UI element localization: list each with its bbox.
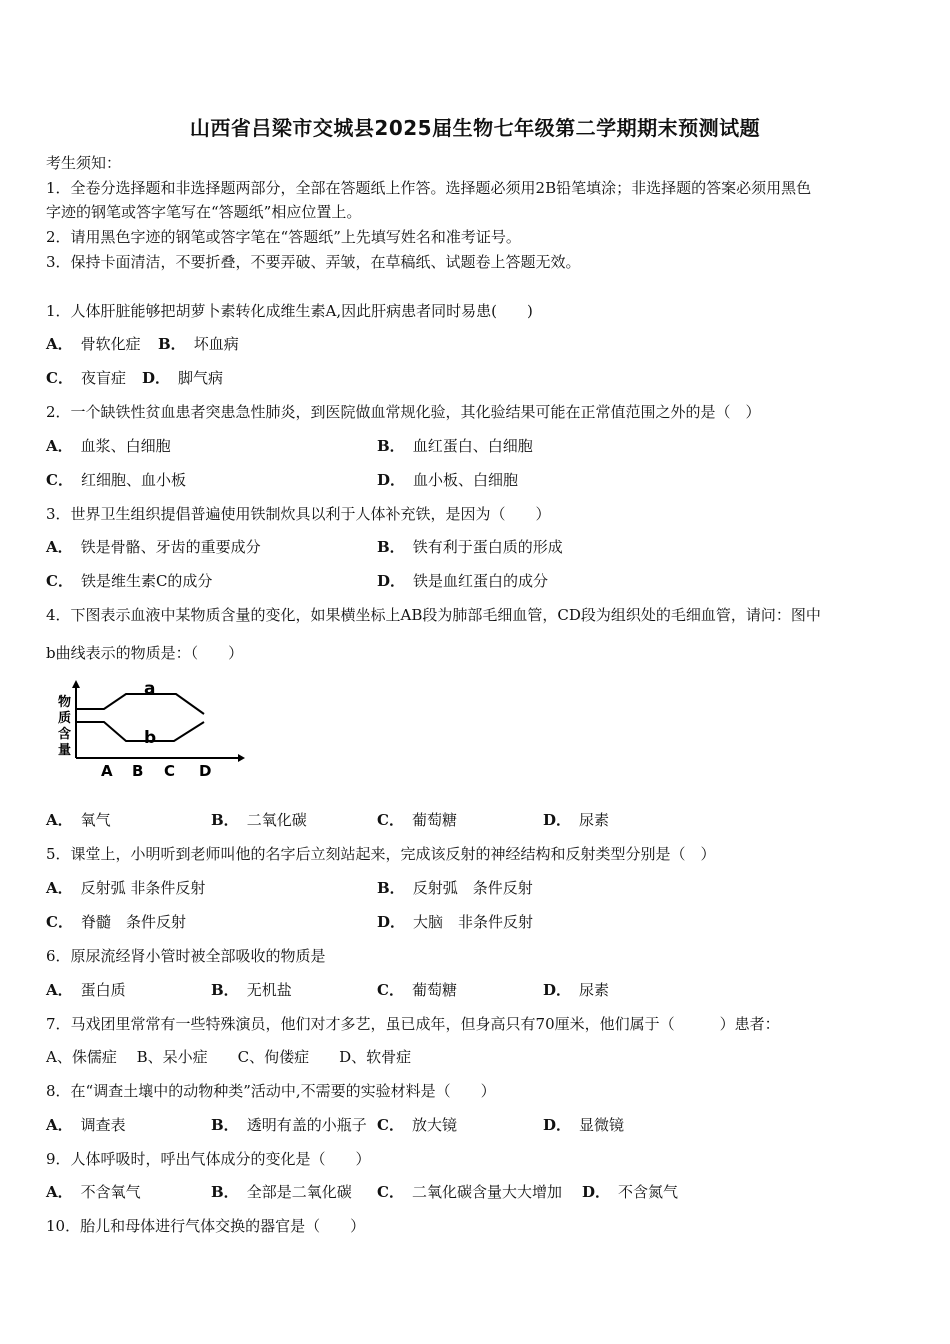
q8-option-b[interactable]: B． 透明有盖的小瓶子 bbox=[211, 1116, 367, 1134]
q4-option-c[interactable]: C． 葡萄糖 bbox=[377, 811, 457, 829]
question-3-stem: 3．世界卫生组织提倡普遍使用铁制炊具以利于人体补充铁，是因为（ ） bbox=[46, 505, 551, 523]
y-label-char: 量 bbox=[58, 743, 72, 758]
q5-option-b[interactable]: B． 反射弧 条件反射 bbox=[377, 879, 533, 897]
q3-option-a[interactable]: A． 铁是骨骼、牙齿的重要成分 bbox=[46, 538, 261, 556]
blood-substance-graph bbox=[46, 676, 246, 786]
question-6-stem: 6．原尿流经肾小管时被全部吸收的物质是 bbox=[46, 947, 326, 965]
q9-option-b[interactable]: B． 全部是二氧化碳 bbox=[211, 1183, 352, 1201]
y-label-char: 含 bbox=[58, 727, 72, 742]
y-label-char: 质 bbox=[58, 711, 72, 726]
q3-option-d[interactable]: D． 铁是血红蛋白的成分 bbox=[377, 572, 549, 590]
question-1-stem: 1．人体肝脏能够把胡萝卜素转化成维生素A,因此肝病患者同时易患( ) bbox=[46, 302, 533, 320]
notice-line-1b: 字迹的钢笔或答字笔写在“答题纸”相应位置上。 bbox=[46, 203, 362, 221]
question-10-stem: 10．胎儿和母体进行气体交换的器官是（ ） bbox=[46, 1217, 366, 1235]
x-tick-label: A bbox=[101, 762, 113, 780]
q1-option-c[interactable]: C． 夜盲症 bbox=[46, 369, 126, 387]
q2-option-a[interactable]: A． 血浆、白细胞 bbox=[46, 437, 171, 455]
q3-option-b[interactable]: B． 铁有利于蛋白质的形成 bbox=[377, 538, 563, 556]
page-title: 山西省吕梁市交城县2025届生物七年级第二学期期末预测试题 bbox=[189, 116, 761, 140]
q6-option-a[interactable]: A． 蛋白质 bbox=[46, 981, 126, 999]
q3-option-c[interactable]: C． 铁是维生素C的成分 bbox=[46, 572, 213, 590]
x-tick-label: C bbox=[164, 762, 176, 780]
notice-line-2: 2．请用黑色字迹的钢笔或答字笔在“答题纸”上先填写姓名和准考证号。 bbox=[46, 228, 521, 246]
q6-option-b[interactable]: B． 无机盐 bbox=[211, 981, 292, 999]
q7-options[interactable]: A、侏儒症 B、呆小症 C、佝偻症 D、软骨症 bbox=[46, 1048, 412, 1066]
q6-option-c[interactable]: C． 葡萄糖 bbox=[377, 981, 457, 999]
q5-option-a[interactable]: A． 反射弧 非条件反射 bbox=[46, 879, 206, 897]
q9-option-a[interactable]: A． 不含氧气 bbox=[46, 1183, 141, 1201]
q2-option-c[interactable]: C． 红细胞、血小板 bbox=[46, 471, 186, 489]
y-axis-arrow bbox=[72, 680, 80, 688]
question-7-stem: 7．马戏团里常常有一些特殊演员，他们对才多艺，虽已成年，但身高只有70厘米，他们属于（ ）患者： bbox=[46, 1015, 780, 1033]
x-tick-label: B bbox=[132, 762, 144, 780]
x-axis-arrow bbox=[238, 754, 245, 762]
q6-option-d[interactable]: D． 尿素 bbox=[543, 981, 610, 999]
notice-heading: 考生须知： bbox=[46, 154, 122, 172]
curve-a-label: a bbox=[144, 679, 156, 699]
q4-option-d[interactable]: D． 尿素 bbox=[543, 811, 610, 829]
q1-option-d[interactable]: D． 脚气病 bbox=[142, 369, 224, 387]
question-9-stem: 9．人体呼吸时，呼出气体成分的变化是（ ） bbox=[46, 1150, 371, 1168]
q2-option-d[interactable]: D． 血小板、白细胞 bbox=[377, 471, 519, 489]
q2-option-b[interactable]: B． 血红蛋白、白细胞 bbox=[377, 437, 533, 455]
question-8-stem: 8．在“调查土壤中的动物种类”活动中,不需要的实验材料是（ ） bbox=[46, 1082, 496, 1100]
q8-option-c[interactable]: C． 放大镜 bbox=[377, 1116, 457, 1134]
q1-option-a[interactable]: A． 骨软化症 bbox=[46, 335, 141, 353]
notice-line-1: 1．全卷分选择题和非选择题两部分，全部在答题纸上作答。选择题必须用2B铅笔填涂；非选择题的答案必须用黑色 bbox=[46, 179, 812, 197]
curve-b-label: b bbox=[144, 728, 157, 748]
q8-option-d[interactable]: D． 显微镜 bbox=[543, 1116, 625, 1134]
curve-b bbox=[76, 722, 204, 741]
q4-option-b[interactable]: B． 二氧化碳 bbox=[211, 811, 307, 829]
q8-option-a[interactable]: A． 调查表 bbox=[46, 1116, 126, 1134]
curve-a bbox=[76, 694, 204, 714]
q5-option-d[interactable]: D． 大脑 非条件反射 bbox=[377, 913, 534, 931]
q1-option-b[interactable]: B． 坏血病 bbox=[158, 335, 239, 353]
x-tick-label: D bbox=[199, 762, 212, 780]
question-4-stem-cont: b曲线表示的物质是：（ ） bbox=[46, 644, 244, 662]
y-label-char: 物 bbox=[58, 695, 72, 710]
notice-line-3: 3．保持卡面清洁，不要折叠，不要弄破、弄皱，在草稿纸、试题卷上答题无效。 bbox=[46, 253, 581, 271]
question-2-stem: 2．一个缺铁性贫血患者突患急性肺炎，到医院做血常规化验，其化验结果可能在正常值范围之外的是（ ） bbox=[46, 403, 761, 421]
question-4-stem: 4．下图表示血液中某物质含量的变化，如果横坐标上AB段为肺部毛细血管，CD段为组织处的毛细血管，请问：图中 bbox=[46, 606, 821, 624]
q9-option-d[interactable]: D． 不含氮气 bbox=[582, 1183, 679, 1201]
q5-option-c[interactable]: C． 脊髓 条件反射 bbox=[46, 913, 186, 931]
q9-option-c[interactable]: C． 二氧化碳含量大大增加 bbox=[377, 1183, 562, 1201]
q4-option-a[interactable]: A． 氧气 bbox=[46, 811, 111, 829]
question-5-stem: 5．课堂上，小明听到老师叫他的名字后立刻站起来，完成该反射的神经结构和反射类型分别是（ ） bbox=[46, 845, 716, 863]
